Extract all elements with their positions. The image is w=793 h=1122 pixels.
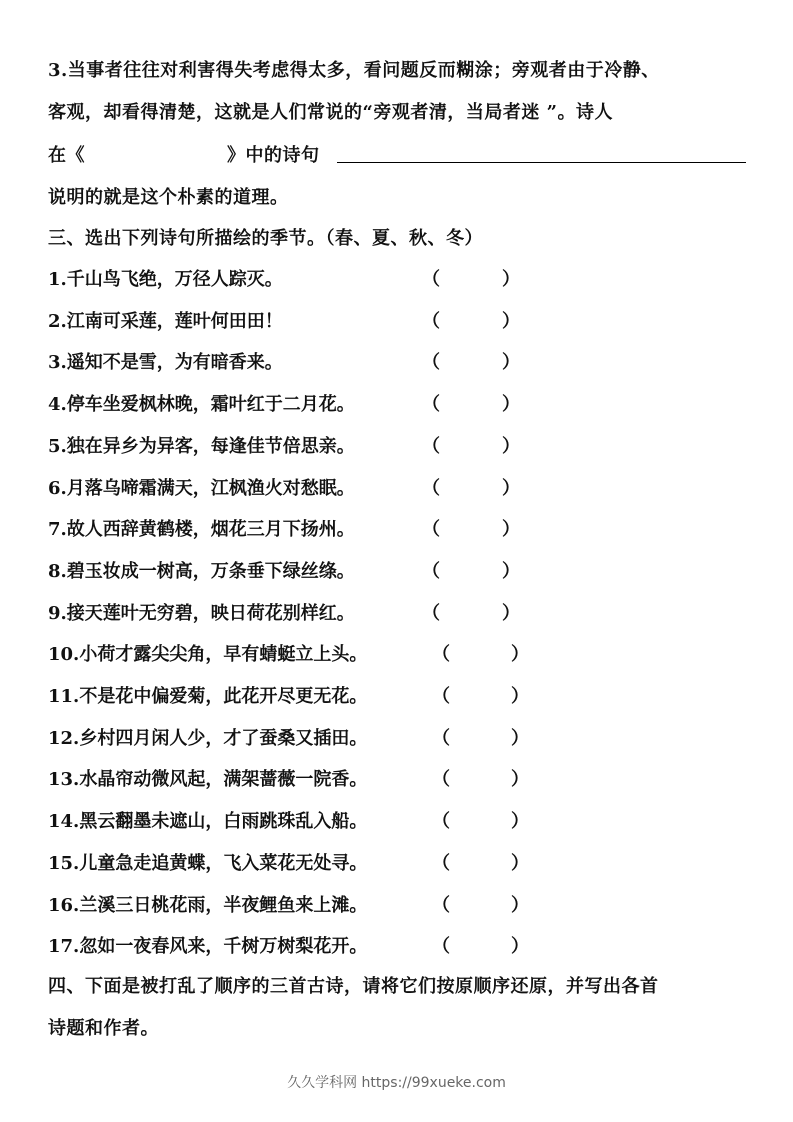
answer-paren-open: （ — [422, 477, 440, 499]
season-answer-blank[interactable] — [440, 432, 502, 456]
question-item-11: 11.不是花中偏爱菊，此花开尽更无花。 — [48, 686, 368, 707]
q3-line-1: 3.当事者往往对利害得失考虑得太多，看问题反而糊涂；旁观者由于冷静、 — [48, 60, 660, 81]
answer-paren-open: （ — [422, 394, 440, 416]
question-item-6: 6.月落乌啼霜满天，江枫渔火对愁眠。 — [48, 477, 355, 499]
answer-paren-open: （ — [422, 602, 440, 624]
season-answer-blank[interactable] — [450, 891, 511, 915]
answer-paren-close: ） — [511, 894, 529, 916]
question-item-3: 3.遥知不是雪，为有暗香来。 — [48, 352, 283, 374]
answer-paren-close: ） — [502, 602, 520, 624]
season-answer-blank[interactable] — [440, 348, 502, 372]
question-item-2: 2.江南可采莲，莲叶何田田！ — [48, 310, 283, 332]
section4-line-2: 诗题和作者。 — [48, 1018, 159, 1039]
answer-paren-open: （ — [432, 686, 450, 707]
question-item-1: 1.千山鸟飞绝，万径人踪灭。 — [48, 269, 283, 290]
section4-line-1: 四、下面是被打乱了顺序的三首古诗，请将它们按原顺序还原，并写出各首 — [48, 976, 659, 997]
answer-paren-close: ） — [502, 560, 520, 582]
season-answer-blank[interactable] — [450, 807, 511, 831]
answer-paren-close: ） — [511, 811, 529, 833]
question-item-16: 16.兰溪三日桃花雨，半夜鲤鱼来上滩。 — [48, 894, 368, 916]
answer-paren-open: （ — [422, 519, 440, 541]
answer-paren-open: （ — [432, 852, 450, 874]
answer-paren-open: （ — [422, 435, 440, 457]
answer-paren-close: ） — [511, 644, 529, 666]
question-item-12: 12.乡村四月闲人少，才了蚕桑又插田。 — [48, 727, 368, 749]
answer-paren-open: （ — [432, 644, 450, 666]
question-item-13: 13.水晶帘动微风起，满架蔷薇一院香。 — [48, 769, 368, 791]
season-answer-blank[interactable] — [450, 724, 511, 748]
section3-title: 三、选出下列诗句所描绘的季节。（春、夏、秋、冬） — [48, 228, 483, 249]
answer-paren-open: （ — [422, 352, 440, 374]
question-item-15: 15.儿童急走追黄蝶，飞入菜花无处寻。 — [48, 852, 368, 874]
answer-paren-close: ） — [502, 519, 520, 541]
q3-line-2: 客观，却看得清楚，这就是人们常说的“旁观者清，当局者迷 ”。诗人 — [48, 102, 613, 123]
season-answer-blank[interactable] — [450, 640, 511, 664]
season-answer-blank[interactable] — [440, 599, 502, 623]
season-answer-blank[interactable] — [450, 682, 511, 706]
answer-paren-close: ） — [502, 269, 520, 290]
season-answer-blank[interactable] — [450, 932, 511, 956]
footer-watermark: 久久学科网 https://99xueke.com — [287, 1075, 506, 1091]
season-answer-blank[interactable] — [440, 307, 502, 331]
answer-paren-close: ） — [502, 394, 520, 416]
answer-paren-open: （ — [432, 894, 450, 916]
answer-paren-close: ） — [511, 769, 529, 791]
q3-line-4: 说明的就是这个朴素的道理。 — [48, 187, 289, 208]
answer-paren-close: ） — [502, 352, 520, 374]
question-item-10: 10.小荷才露尖尖角，早有蜻蜓立上头。 — [48, 644, 368, 666]
answer-paren-close: ） — [511, 852, 529, 874]
answer-paren-close: ） — [511, 727, 529, 749]
answer-paren-close: ） — [511, 686, 529, 707]
answer-paren-open: （ — [422, 310, 440, 332]
question-item-5: 5.独在异乡为异客，每逢佳节倍思亲。 — [48, 435, 355, 457]
season-answer-blank[interactable] — [440, 474, 502, 498]
season-answer-blank[interactable] — [450, 765, 511, 789]
answer-paren-close: ） — [511, 936, 529, 958]
answer-paren-open: （ — [432, 769, 450, 791]
season-answer-blank[interactable] — [440, 515, 502, 539]
q3-line-3 — [48, 141, 320, 167]
season-answer-blank[interactable] — [450, 849, 511, 873]
question-item-7: 7.故人西辞黄鹤楼，烟花三月下扬州。 — [48, 519, 355, 541]
answer-paren-open: （ — [422, 560, 440, 582]
question-item-14: 14.黑云翻墨未遮山，白雨跳珠乱入船。 — [48, 811, 368, 833]
answer-paren-close: ） — [502, 310, 520, 332]
answer-paren-open: （ — [422, 269, 440, 290]
question-item-9: 9.接天莲叶无穷碧，映日荷花别样红。 — [48, 602, 355, 624]
season-answer-blank[interactable] — [440, 265, 502, 289]
answer-paren-open: （ — [432, 727, 450, 749]
poem-line-blank[interactable] — [337, 162, 746, 163]
answer-paren-open: （ — [432, 811, 450, 833]
q3-book-open: 在《 — [48, 145, 85, 166]
answer-paren-close: ） — [502, 435, 520, 457]
answer-paren-close: ） — [502, 477, 520, 499]
answer-paren-open: （ — [432, 936, 450, 958]
question-item-4: 4.停车坐爱枫林晚，霜叶红于二月花。 — [48, 394, 355, 416]
question-item-17: 17.忽如一夜春风来，千树万树梨花开。 — [48, 936, 368, 958]
season-answer-blank[interactable] — [440, 557, 502, 581]
season-answer-blank[interactable] — [440, 390, 502, 414]
question-item-8: 8.碧玉妆成一树高，万条垂下绿丝绦。 — [48, 560, 355, 582]
q3-book-close: 》中的诗句 — [227, 145, 320, 166]
